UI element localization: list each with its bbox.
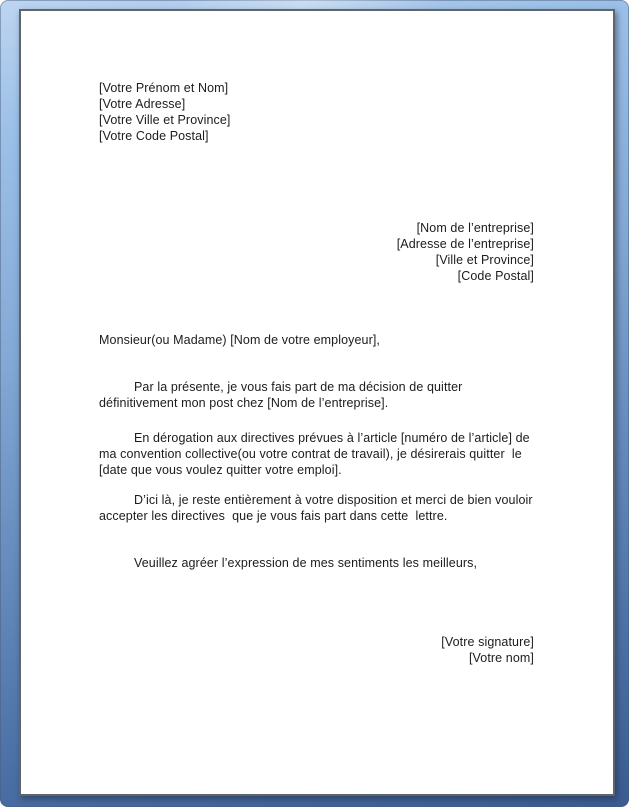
signature-placeholder: [Votre signature] <box>441 635 534 649</box>
signer-name-placeholder: [Votre nom] <box>468 651 534 665</box>
recipient-company-name: [Nom de l’entreprise] <box>416 221 534 235</box>
closing-formula: Veuillez agréer l’expression de mes sentiments les meilleurs, <box>134 556 478 570</box>
recipient-address-block <box>99 220 534 284</box>
signature-block <box>99 634 534 666</box>
sender-postal-code: [Votre Code Postal] <box>99 129 209 143</box>
recipient-postal-code: [Code Postal] <box>457 269 534 283</box>
recipient-company-address: [Adresse de l’entreprise] <box>396 237 534 251</box>
body-paragraph-1: Par la présente, je vous fais part de ma décision de quitter définitivement mon post chez [Nom de l’entreprise]. <box>99 380 466 410</box>
sender-name: [Votre Prénom et Nom] <box>99 81 229 95</box>
sender-address: [Votre Adresse] <box>99 97 186 111</box>
letter-page <box>19 9 615 796</box>
resignation-letter <box>21 11 613 794</box>
salutation: Monsieur(ou Madame) [Nom de votre employeur], <box>99 333 381 347</box>
sender-city-province: [Votre Ville et Province] <box>99 113 231 127</box>
body-paragraph-3: D’ici là, je reste entièrement à votre disposition et merci de bien vouloir accepter les directives que je vous fais part dans cette lettre. <box>99 493 537 523</box>
body-paragraph-2: En dérogation aux directives prévues à l’article [numéro de l’article] de ma convention collective(ou votre contrat de travail), je désirerais quitter le [date que vous voulez quitter votre emploi]. <box>99 431 534 477</box>
sender-address-block <box>99 80 534 144</box>
recipient-city-province: [Ville et Province] <box>435 253 534 267</box>
